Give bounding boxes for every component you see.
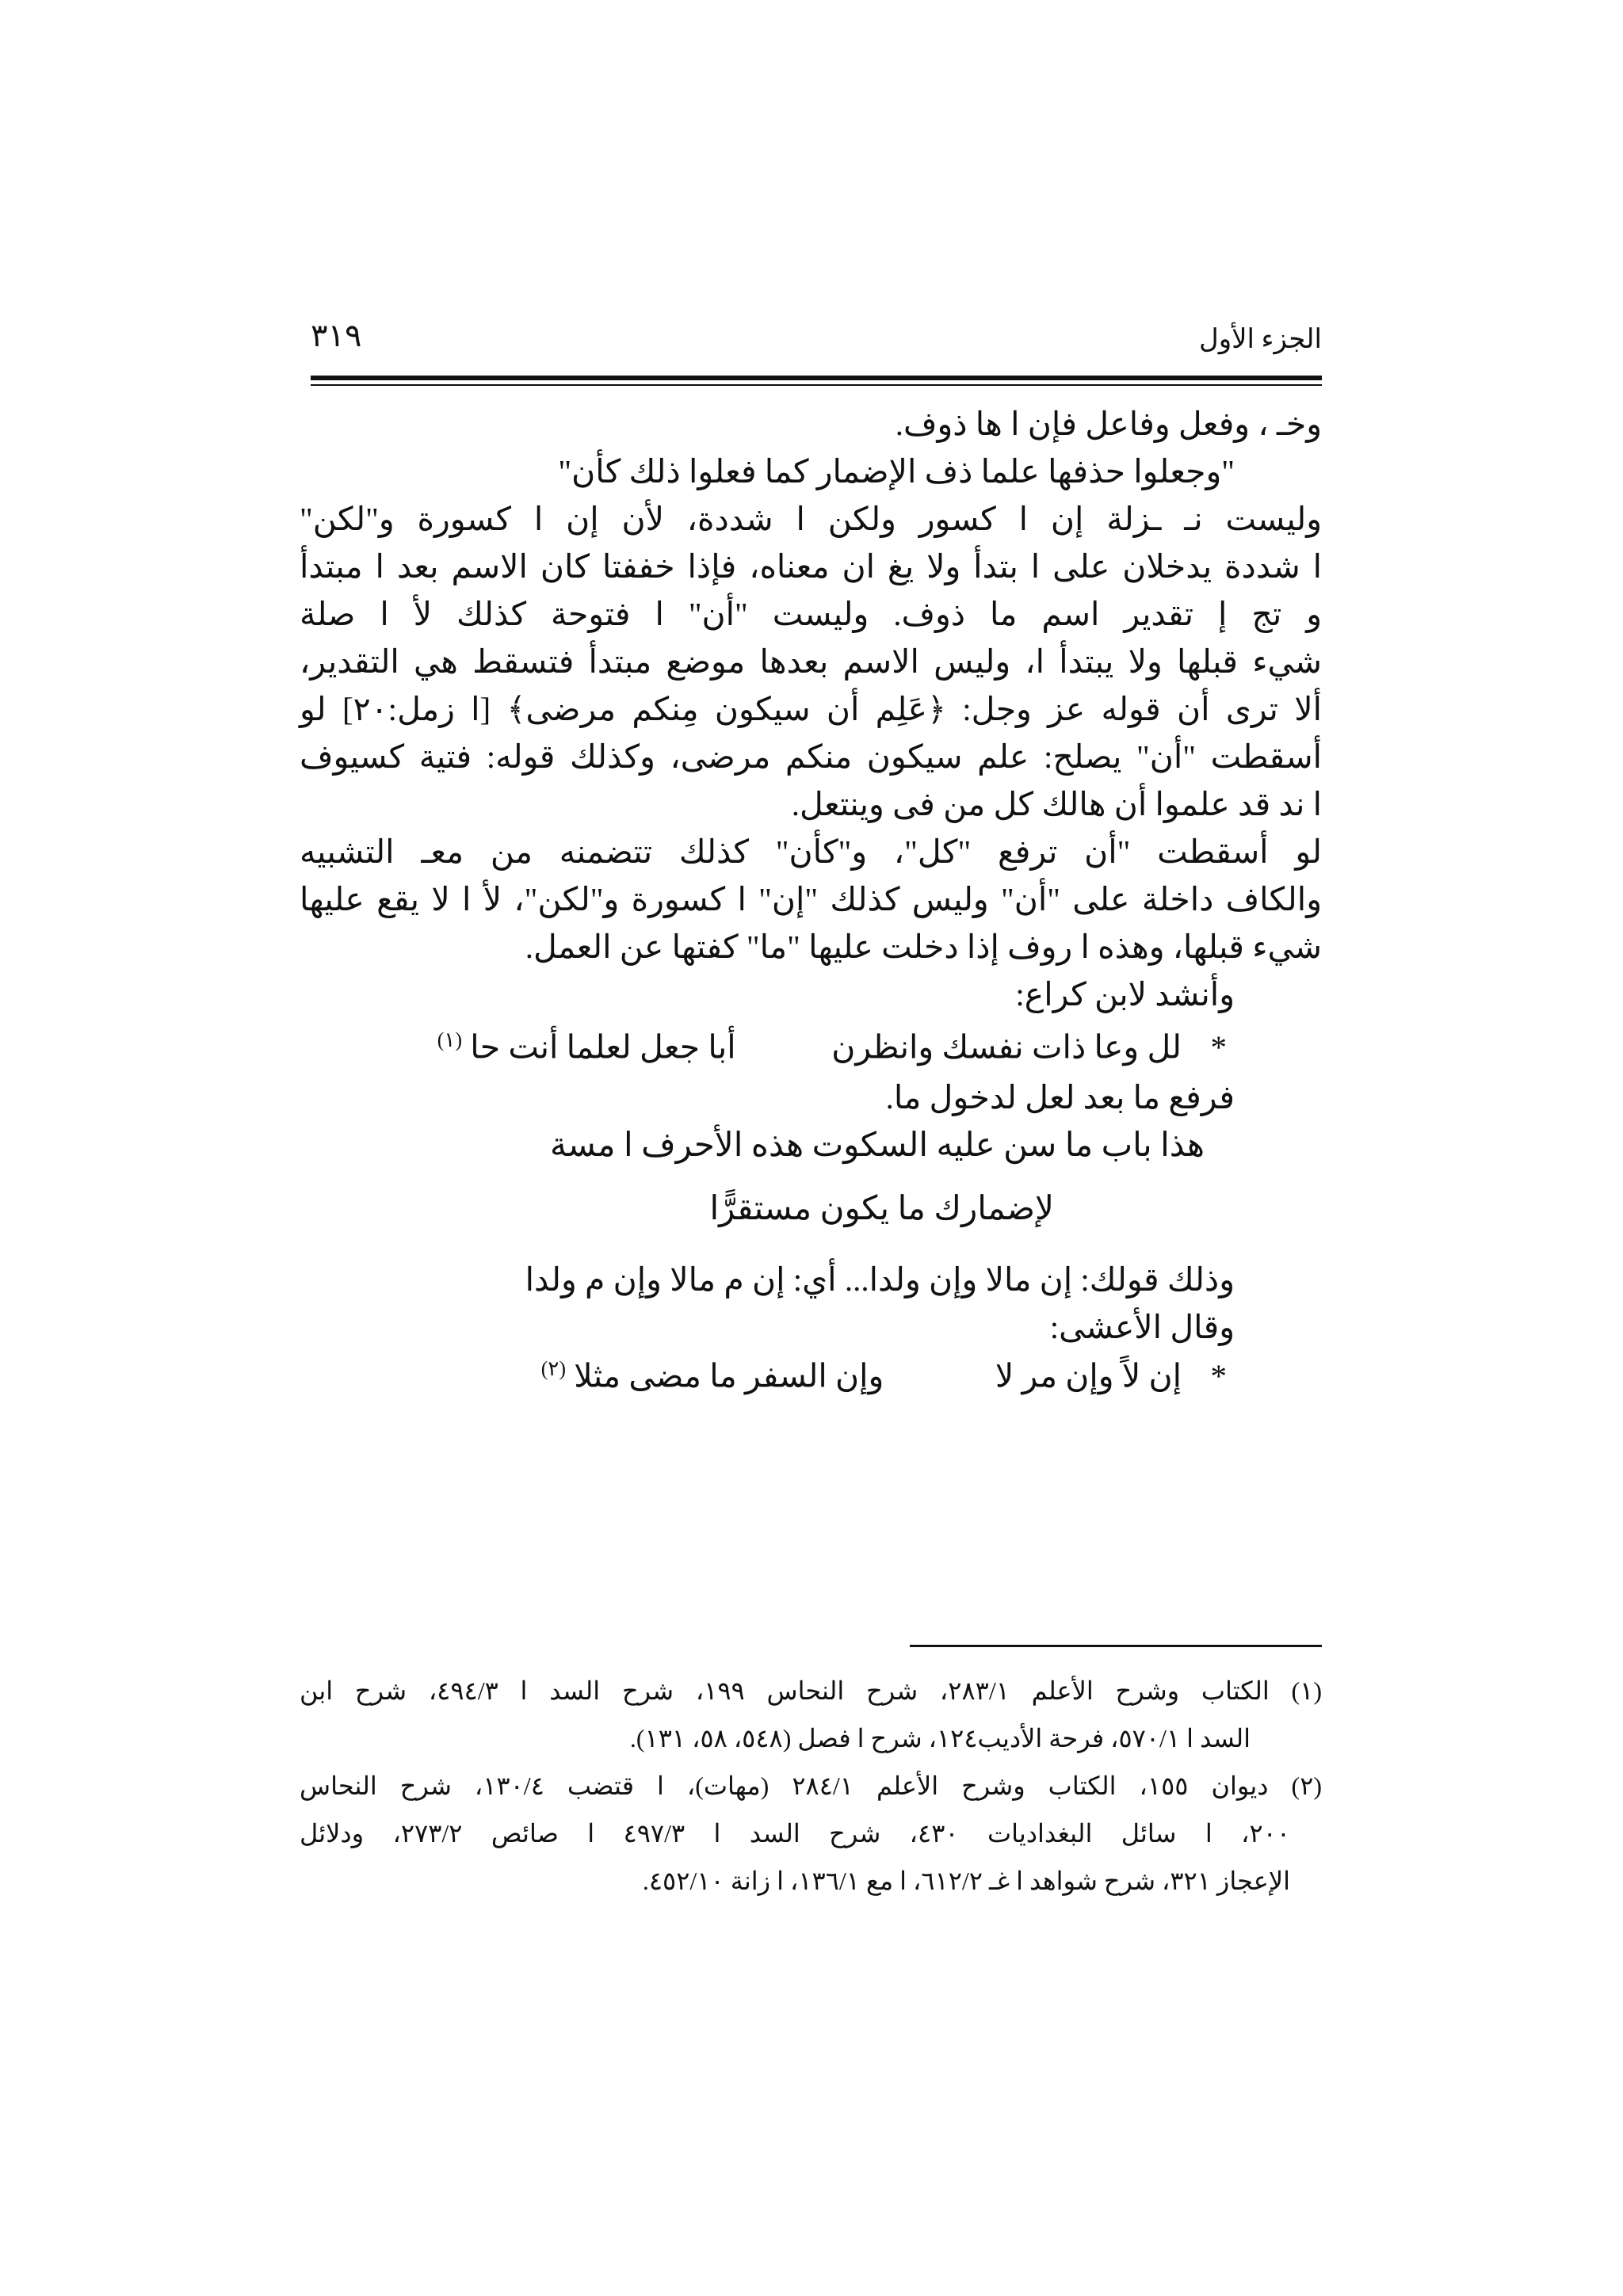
footnote-ref-1: (١) (437, 1028, 463, 1051)
page-number: ٣١٩ (311, 318, 362, 353)
body-line-4: ا شددة يدخلان على ا بتدأ ولا يغ ان معناه، فإذا خففتا كان الاسم بعد ا مبتدأ (300, 548, 1322, 585)
verse-2 (541, 1359, 1227, 1393)
footnote-ref-2: (٢) (540, 1357, 567, 1380)
body-line-3: وليست نـ ـزلة إن ا كسور ولكن ا شددة، لأن إن ا كسورة و"لكن" (300, 501, 1322, 537)
verse-2-second-hemistich: وإن السفر ما مضى مثلا (574, 1357, 884, 1394)
verse-1-first-hemistich: لل وعا ذات نفسك وانظرن (831, 1028, 1182, 1066)
volume-title: الجزء الأول (1199, 325, 1322, 354)
body-line-7: ألا ترى أن قوله عز وجل: ﴿عَلِم أن سيكون مِنكم مرضى﴾ [ا زمل:٢٠] لو (300, 691, 1323, 727)
verse-2-marker: * (1210, 1357, 1227, 1394)
body-line-11: والكاف داخلة على "أن" وليس كذلك "إن" ا كسورة و"لكن"، لأ ا لا يقع عليها (300, 881, 1322, 917)
body-line-9: ا ند قد علموا أن هالك كل من فى وينتعل. (791, 786, 1322, 822)
verse-1-marker: * (1210, 1028, 1227, 1066)
verse-2-first-hemistich: إن لاً وإن مر لا (995, 1357, 1182, 1394)
footnote-separator (910, 1645, 1322, 1647)
verse-1-second-hemistich: أبا جعل لعلما أنت حا (470, 1028, 736, 1066)
quote-intro: وقال الأعشى: (1049, 1309, 1235, 1345)
footnote-line-5: الإعجاز ٣٢١، شرح شواهد ا غـ ٦١٢/٢، ا مع ١٣٦/١، ا زانة ٤٥٢/١٠. (642, 1867, 1290, 1895)
body-line-10: لو أسقطت "أن ترفع "كل"، و"كأن" كذلك تتضمنه من معـ التشبيه (300, 833, 1322, 870)
body-line-12: شيء قبلها، وهذه ا روف إذا دخلت عليها "ما" كفتها عن العمل. (525, 929, 1322, 965)
footnote-line-2: السد ا ٥٧٠/١، فرحة الأديب١٢٤، شرح ا فصل (٥٤٨، ٥٨، ١٣١). (629, 1724, 1251, 1753)
running-header (311, 317, 1322, 372)
header-rule-thick (311, 376, 1322, 380)
body-line-6: شيء قبلها ولا يبتدأ ا، وليس الاسم بعدها موضع مبتدأ فتسقط هي التقدير، (300, 643, 1322, 680)
body-line-8: أسقطت "أن" يصلح: علم سيكون منكم مرضى، وكذلك قوله: فتية كسيوف (300, 738, 1322, 775)
body-line-5: و تج إ تقدير اسم ما ذوف. وليست "أن" ا فتوحة كذلك لأ ا صلة (300, 596, 1322, 632)
after-verse-1: فرفع ما بعد لعل لدخول ما. (885, 1079, 1235, 1116)
footnote-line-1: (١) الكتاب وشرح الأعلم ٢٨٣/١، شرح النحاس ١٩٩، شرح السد ا ٤٩٤/٣، شرح ابن (300, 1676, 1322, 1705)
body-line-13: وأنشد لابن كراع: (1015, 976, 1235, 1013)
body-line-1: وخـ ، وفعل وفاعل فإن ا ها ذوف. (895, 406, 1322, 442)
header-rule-thin (311, 384, 1322, 386)
section-title-line-1: هذا باب ما سن عليه السكوت هذه الأحرف ا مسة (549, 1127, 1205, 1164)
footnote-line-3: (٢) ديوان ١٥٥، الكتاب وشرح الأعلم ٢٨٤/١ (مهات)، ا قتضب ١٣٠/٤، شرح النحاس (300, 1772, 1323, 1800)
footnote-line-4: ٢٠٠، ا سائل البغداديات ٤٣٠، شرح السد ا ٤٩٧/٣ ا صائص ٢٧٣/٢، ودلائل (300, 1819, 1291, 1848)
example-line: وذلك قولك: إن مالا وإن ولدا... أي: إن م مالا وإن م ولدا (525, 1261, 1235, 1298)
body-line-2: "وجعلوا حذفها علما ذف الإضمار كما فعلوا ذلك كأن" (558, 453, 1235, 490)
verse-1 (437, 1030, 1227, 1064)
section-title-line-2: لإضمارك ما يكون مستقرًّا (709, 1191, 1054, 1227)
